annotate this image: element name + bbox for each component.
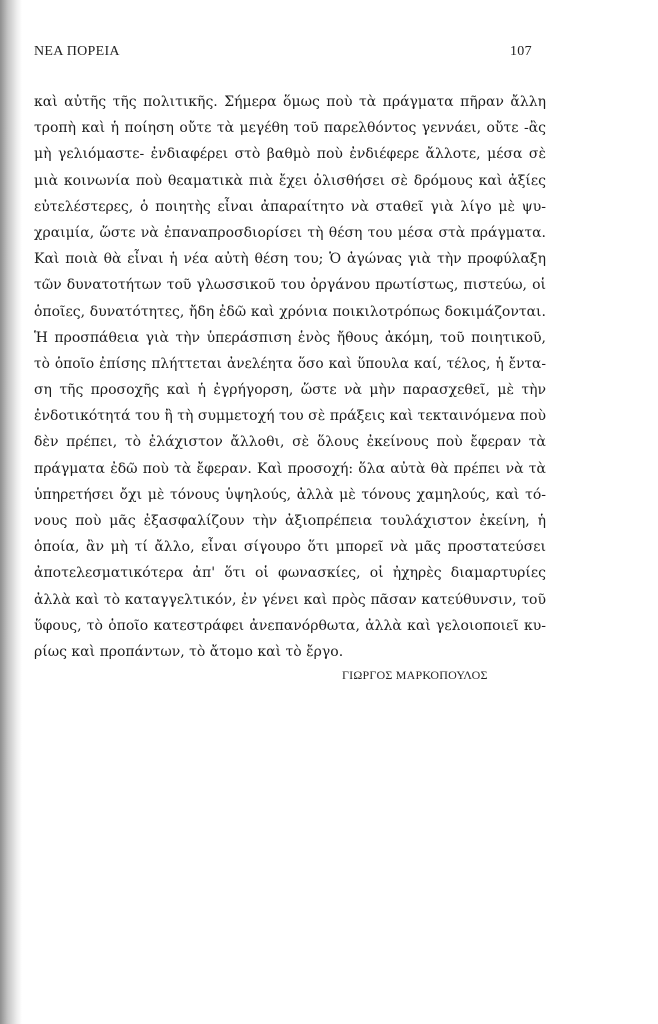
text-line: καὶ αὐτῆς τῆς πολιτικῆς. Σήμερα ὅμως ποὺ τὰ πράγματα πῆραν ἄλλη [34, 94, 546, 110]
text-line: τὸ ὁποῖο ἐπίσης πλήττεται ἀνελέητα ὅσο καὶ ὕπουλα καί, τέλος, ἡ ἔντα- [34, 355, 546, 372]
text-line: πράγματα ἐδῶ ποὺ τὰ ἔφεραν. Καὶ προσοχή: ὅλα αὐτὰ θὰ πρέπει νὰ τὰ [34, 460, 546, 477]
text-line: τῶν δυνατοτήτων τοῦ γλωσσικοῦ του ὀργάνου πρωτίστως, πιστεύω, οἱ [34, 277, 546, 294]
text-line: ὁποία, ἂν μὴ τί ἄλλο, εἶναι σίγουρο ὅτι μπορεῖ νὰ μᾶς προστατεύσει [34, 539, 546, 556]
text-line: εὐτελέστερες, ὁ ποιητὴς εἶναι ἀπαραίτητο νὰ σταθεῖ γιὰ λίγο μὲ ψυ- [34, 198, 546, 215]
text-line: Καὶ ποιὰ θὰ εἶναι ἡ νέα αὐτὴ θέση του; Ὁ ἀγώνας γιὰ τὴν προφύλαξη [34, 251, 546, 268]
text-line: μιὰ κοινωνία ποὺ θεαματικὰ πιὰ ἔχει ὀλισθήσει σὲ δρόμους καὶ ἀξίες [34, 172, 546, 189]
text-line: ὕφους, τὸ ὁποῖο κατεστράφει ἀνεπανόρθωτα, ἀλλὰ καὶ γελοιοποιεῖ κυ- [34, 617, 546, 634]
text-line: τροπὴ καὶ ἡ ποίηση οὔτε τὰ μεγέθη τοῦ παρελθόντος γεννάει, οὔτε -ἂς [34, 120, 546, 137]
text-line: ση τῆς προσοχῆς καὶ ἡ ἐγρήγορση, ὥστε νὰ μὴν παρασχεθεῖ, μὲ τὴν [34, 382, 546, 399]
page-number: 107 [510, 44, 532, 59]
text-line: ἐνδοτικότητά του ἢ τὴ συμμετοχή του σὲ πράξεις καὶ τεκταινόμενα ποὺ [34, 408, 546, 425]
text-line: δὲν πρέπει, τὸ ἐλάχιστον ἄλλοθι, σὲ ὅλους ἐκείνους ποὺ ἔφεραν τὰ [34, 434, 546, 451]
page-gutter-shadow [0, 0, 22, 1024]
text-line: Ἡ προσπάθεια γιὰ τὴν ὑπεράσπιση ἑνὸς ἤθους ἀκόμη, τοῦ ποιητικοῦ, [34, 329, 546, 346]
text-line: ρίως καὶ προπάντων, τὸ ἄτομο καὶ τὸ ἔργο. [34, 643, 344, 660]
text-line: ὁποῖες, δυνατότητες, ἤδη ἐδῶ καὶ χρόνια ποικιλοτρόπως δοκιμάζονται. [34, 303, 546, 320]
text-line: ἀποτελεσματικότερα ἀπ' ὅτι οἱ φωνασκίες, οἱ ἠχηρὲς διαμαρτυρίες [34, 565, 546, 582]
text-line: ἀλλὰ καὶ τὸ καταγγελτικόν, ἐν γένει καὶ πρὸς πᾶσαν κατεύθυνσιν, τοῦ [34, 591, 546, 608]
author-signature: ΓΙΩΡΓΟΣ ΜΑΡΚΟΠΟΥΛΟΣ [342, 668, 488, 682]
running-head-title: ΝΕΑ ΠΟΡΕΙΑ [34, 44, 120, 59]
text-line: χραιμία, ὥστε νὰ ἐπαναπροσδιορίσει τὴ θέση του μέσα στὰ πράγματα. [34, 224, 546, 241]
body-text [34, 89, 546, 665]
text-line: μὴ γελιόμαστε- ἐνδιαφέρει στὸ βαθμὸ ποὺ ἐνδιέφερε ἄλλοτε, μέσα σὲ [34, 146, 546, 163]
text-line: νους ποὺ μᾶς ἐξασφαλίζουν τὴν ἀξιοπρέπεια τουλάχιστον ἐκείνη, ἡ [34, 513, 546, 529]
text-line: ὑπηρετήσει ὄχι μὲ τόνους ὑψηλούς, ἀλλὰ μὲ τόνους χαμηλούς, καὶ τό- [34, 486, 546, 503]
